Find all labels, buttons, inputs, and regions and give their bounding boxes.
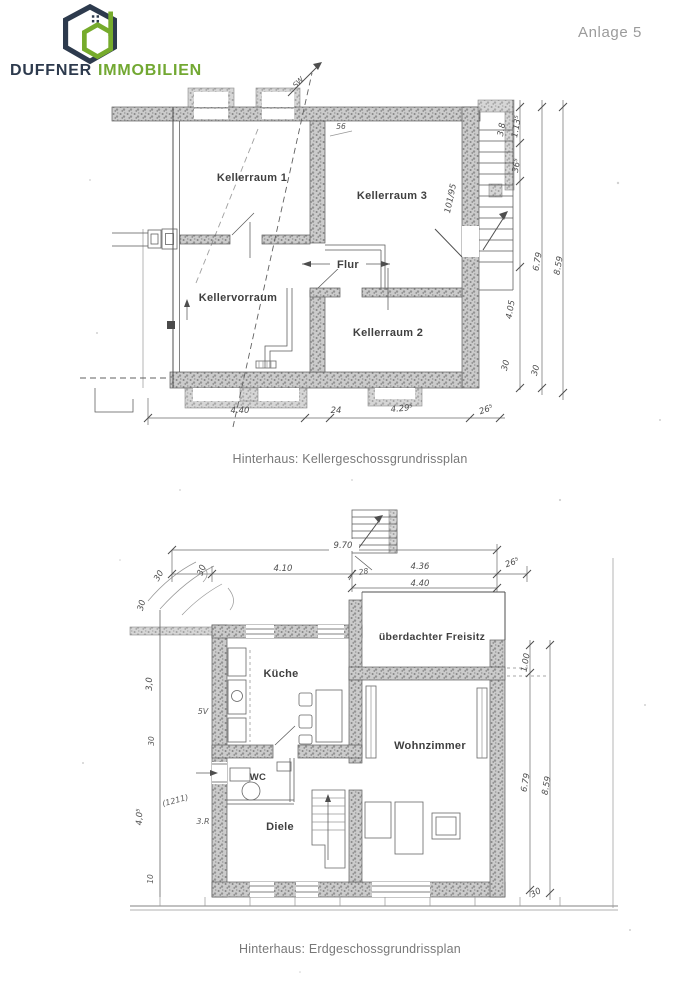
basement-plan xyxy=(80,62,567,427)
note-strip-label: 5V xyxy=(197,707,209,716)
dim-total-width: 9.70 xyxy=(333,541,353,551)
dim-wall-b: 30 xyxy=(529,363,543,378)
room-label-diele: Diele xyxy=(266,821,294,833)
room-label-freisitz: überdachter Freisitz xyxy=(378,631,486,643)
ground-caption: Hinterhaus: Erdgeschossgrundrissplan xyxy=(239,942,461,956)
dim-wall-a: 30 xyxy=(499,358,513,373)
room-label-wc: WC xyxy=(249,772,267,783)
ground-plan xyxy=(130,510,618,910)
brand-primary: DUFFNER xyxy=(10,62,93,79)
room-label-flur: Flur xyxy=(337,259,359,271)
dim-small: 56 xyxy=(336,122,346,131)
basement-compass xyxy=(288,62,322,96)
dim-outer-height: 8.59 xyxy=(552,255,566,276)
dim-bottom-1: 4.40 xyxy=(230,406,250,416)
dim-lower-span: 4.05 xyxy=(504,299,518,320)
dim-side-c: 4,0⁵ xyxy=(134,808,146,826)
dim-right-wall: 30 xyxy=(528,886,544,901)
ground-lines xyxy=(130,555,618,910)
room-label-kellervorraum: Kellervorraum xyxy=(198,292,278,304)
compass-label: SW xyxy=(290,74,306,90)
scan-noise xyxy=(82,179,661,973)
note-b: 3.R xyxy=(196,817,210,826)
dim-right-outer-height: 8.59 xyxy=(540,775,554,796)
dim-side-d: 10 xyxy=(146,874,155,884)
dim-door: 101/95 xyxy=(443,182,460,215)
dim-wall-right: 26⁵ xyxy=(503,555,521,571)
room-label-kellerraum-2: Kellerraum 2 xyxy=(352,327,424,339)
dim-landing: 1.13⁵ xyxy=(510,114,524,139)
dim-right-inner-height: 6.79 xyxy=(519,772,533,793)
attachment-label: Anlage 5 xyxy=(577,24,642,41)
dim-bottom-4: 26⁵ xyxy=(477,402,495,418)
dim-bottom-2: 24 xyxy=(330,406,342,416)
dim-step: 36⁵ xyxy=(510,157,524,174)
basement-caption: Hinterhaus: Kellergeschossgrundrissplan xyxy=(232,452,468,466)
dim-stair-note: 28 xyxy=(358,566,370,577)
dim-right-span: 4.36 xyxy=(410,562,430,572)
dim-side-a: 3,0 xyxy=(145,677,155,691)
dim-right-upper: 1.00 xyxy=(519,652,533,673)
dim-bottom-3: 4.29⁵ xyxy=(390,402,414,416)
note-a: (1211) xyxy=(161,792,190,809)
dim-stair-width: 3.8 xyxy=(495,122,509,138)
dim-corner-b: 30 xyxy=(135,598,149,613)
ground-room-labels xyxy=(250,631,485,833)
dim-left-span: 4.10 xyxy=(273,564,293,574)
room-label-kueche: Küche xyxy=(263,668,299,680)
room-label-kellerraum-3: Kellerraum 3 xyxy=(356,190,428,202)
dim-corner-a: 30 xyxy=(152,568,167,584)
brand-secondary: IMMOBILIEN xyxy=(98,62,203,79)
dim-wall-left: 30 xyxy=(195,563,209,578)
dim-side-b: 30 xyxy=(147,736,156,746)
room-label-wohnzimmer: Wohnzimmer xyxy=(394,740,466,752)
dim-freisitz-width: 4.40 xyxy=(410,579,430,589)
dim-inner-height: 6.79 xyxy=(531,251,545,272)
room-label-kellerraum-1: Kellerraum 1 xyxy=(216,172,288,184)
